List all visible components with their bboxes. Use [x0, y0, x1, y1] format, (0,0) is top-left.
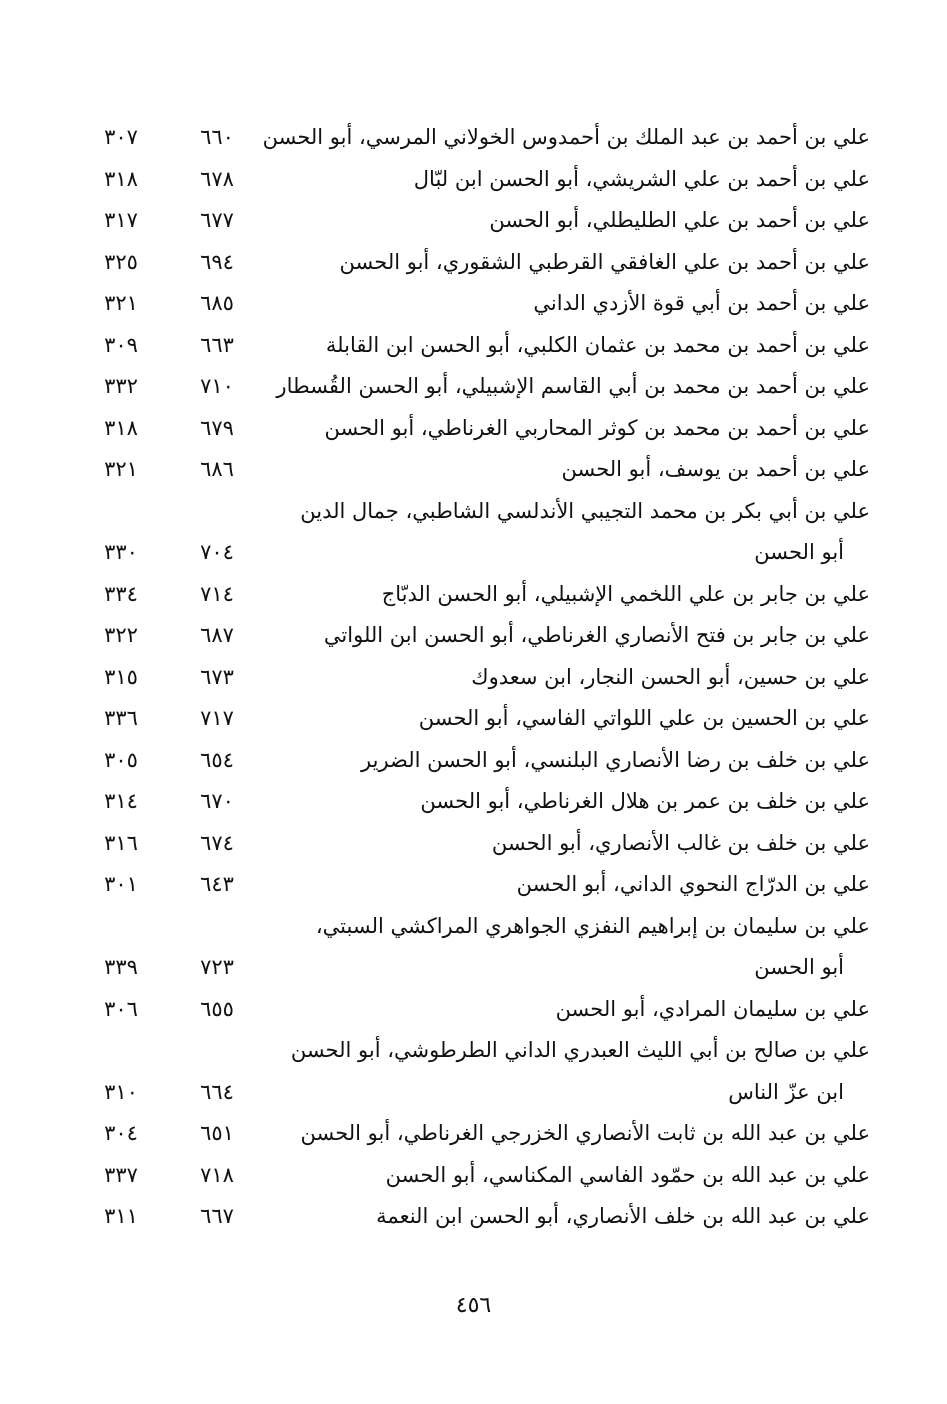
entry-name: [252, 1155, 870, 1197]
entry-page-number: ٣٣٠: [104, 540, 138, 564]
entry-name-text: علي بن أحمد بن يوسف، أبو الحسن: [561, 457, 870, 481]
index-entry: [90, 823, 870, 865]
index-entry: [90, 615, 870, 657]
entry-number: ٦٨٥: [200, 291, 234, 315]
entry-page-number: ٣٢٢: [104, 623, 138, 647]
entry-name-text: علي بن عبد الله بن حمّود الفاسي المكناسي، أبو الحسن: [385, 1162, 870, 1187]
index-entry: [90, 491, 870, 574]
entry-name-text: علي بن عبد الله بن ثابت الأنصاري الخزرجي الغرناطي، أبو الحسن: [300, 1121, 870, 1145]
entry-name: [252, 823, 870, 865]
entry-name-text: علي بن أحمد بن محمد بن عثمان الكلبي، أبو الحسن ابن القابلة: [325, 332, 870, 357]
entry-number: ٦٧٧: [200, 208, 234, 232]
entry-number: ٦٦٧: [200, 1204, 234, 1228]
index-entry: [90, 283, 870, 325]
entry-page-number: ٣١٦: [104, 830, 138, 855]
index-entry: [90, 906, 870, 989]
entry-name: [252, 1030, 870, 1113]
index-entry: [90, 864, 870, 906]
index-entry: [90, 1113, 870, 1155]
entry-number: ٦٦٠: [200, 125, 234, 149]
entry-name-text: علي بن عبد الله بن خلف الأنصاري، أبو الحسن ابن النعمة: [376, 1204, 870, 1228]
entry-name-text: علي بن الدرّاج النحوي الداني، أبو الحسن: [516, 872, 870, 896]
entry-number: ٦٤٣: [200, 872, 234, 896]
entry-name-text: علي بن أحمد بن علي الطليطلي، أبو الحسن: [489, 208, 870, 232]
entry-number: ٦٨٦: [200, 457, 234, 481]
index-entry: [90, 449, 870, 491]
entry-page-number: ٣٣٧: [104, 1162, 138, 1187]
entry-number: ٦٦٤: [200, 1079, 234, 1104]
entry-number: ٧١٨: [200, 1162, 234, 1187]
entry-number: ٦٧٤: [200, 830, 234, 855]
entry-number: ٧١٧: [200, 706, 234, 730]
entry-name: [252, 117, 870, 159]
entry-page-number: ٣١٠: [104, 1079, 138, 1104]
entry-name-text: علي بن أحمد بن أبي قوة الأزدي الداني: [533, 291, 870, 315]
entry-name: [252, 657, 870, 699]
entry-number: ٦٨٧: [200, 623, 234, 647]
index-entry: [90, 1030, 870, 1113]
entry-number: ٦٦٣: [200, 332, 234, 357]
entry-page-number: ٣٣٩: [104, 955, 138, 979]
entry-name: [252, 491, 870, 574]
entry-number: ٧٠٤: [200, 540, 234, 564]
entry-number: ٧١٤: [200, 581, 234, 606]
entry-name: [252, 449, 870, 491]
entry-name-text: علي بن جابر بن علي اللخمي الإشبيلي، أبو الحسن الدبّاج: [381, 581, 870, 606]
index-entry: [90, 1196, 870, 1238]
entry-name-continuation: ابن عزّ الناس: [728, 1079, 844, 1104]
entry-name-text: علي بن خلف بن غالب الأنصاري، أبو الحسن: [491, 830, 870, 855]
entry-number: ٦٥٤: [200, 747, 234, 772]
entry-name-text: علي بن حسين، أبو الحسن النجار، ابن سعدوك: [471, 664, 870, 689]
index-entry: [90, 366, 870, 408]
entry-page-number: ٣٠٤: [104, 1121, 138, 1145]
entry-name-text: علي بن أبي بكر بن محمد التجيبي الأندلسي الشاطبي، جمال الدين: [300, 498, 870, 523]
entry-page-number: ٣١١: [104, 1204, 138, 1228]
index-entry: [90, 200, 870, 242]
index-entry: [90, 781, 870, 823]
entry-name-text: علي بن أحمد بن علي الشريشي، أبو الحسن ابن لبّال: [413, 166, 870, 191]
entry-name-text: علي بن سليمان بن إبراهيم النفزي الجواهري المراكشي السبتي،: [315, 913, 870, 938]
entry-name: [252, 740, 870, 782]
entry-name-text: علي بن أحمد بن محمد بن كوثر المحاربي الغرناطي، أبو الحسن: [324, 415, 870, 440]
entry-page-number: ٣٠١: [104, 872, 138, 896]
entry-page-number: ٣١٥: [104, 664, 138, 689]
entry-page-number: ٣١٨: [104, 166, 138, 191]
entry-page-number: ٣١٤: [104, 789, 138, 813]
entry-number: ٧١٠: [200, 374, 234, 398]
entry-page-number: ٣٠٧: [104, 125, 138, 149]
index-entry: [90, 408, 870, 450]
index-entry: [90, 1155, 870, 1197]
entry-name: [252, 574, 870, 616]
page-number: ٤٥٦: [455, 1293, 492, 1318]
entry-page-number: ٣٢٥: [104, 249, 138, 274]
entry-name: [252, 159, 870, 201]
entry-number: ٧٢٣: [200, 955, 234, 979]
entry-page-number: ٣٢١: [104, 291, 138, 315]
entry-page-number: ٣٠٦: [104, 996, 138, 1021]
entry-name: [252, 698, 870, 740]
entry-number: ٦٩٤: [200, 249, 234, 274]
index-entry: [90, 117, 870, 159]
entry-name-text: علي بن سليمان المرادي، أبو الحسن: [555, 996, 870, 1021]
index-entry: [90, 989, 870, 1031]
entry-name-text: علي بن خلف بن رضا الأنصاري البلنسي، أبو الحسن الضرير: [361, 747, 870, 772]
entry-page-number: ٣٣٢: [104, 374, 138, 398]
entry-page-number: ٣١٧: [104, 208, 138, 232]
entry-number: ٦٧٠: [200, 789, 234, 813]
entry-name-continuation: أبو الحسن: [754, 955, 844, 979]
index-entry: [90, 740, 870, 782]
entry-number: ٦٥٥: [200, 996, 234, 1021]
entry-name: [252, 989, 870, 1031]
entry-name-text: علي بن جابر بن فتح الأنصاري الغرناطي، أبو الحسن ابن اللواتي: [323, 623, 870, 647]
entry-name-text: علي بن أحمد بن علي الغافقي القرطبي الشقوري، أبو الحسن: [339, 249, 870, 274]
entry-number: ٦٧٩: [200, 415, 234, 440]
entry-name: [252, 408, 870, 450]
index-entry: [90, 698, 870, 740]
entry-page-number: ٣١٨: [104, 415, 138, 440]
entry-name-text: علي بن أحمد بن محمد بن أبي القاسم الإشبيلي، أبو الحسن القُسطار: [276, 374, 870, 398]
entry-name-text: علي بن أحمد بن عبد الملك بن أحمدوس الخولاني المرسي، أبو الحسن: [262, 125, 870, 149]
entry-page-number: ٣٢١: [104, 457, 138, 481]
entry-name-text: علي بن صالح بن أبي الليث العبدري الداني الطرطوشي، أبو الحسن: [290, 1038, 870, 1062]
index-entry: [90, 159, 870, 201]
entry-number: ٦٧٣: [200, 664, 234, 689]
index-entry: [90, 242, 870, 284]
entry-number: ٦٧٨: [200, 166, 234, 191]
entry-name: [252, 242, 870, 284]
entry-name-text: علي بن خلف بن عمر بن هلال الغرناطي، أبو الحسن: [420, 789, 870, 813]
entry-name: [252, 283, 870, 325]
entry-name: [252, 1113, 870, 1155]
entry-name: [252, 781, 870, 823]
entry-name: [252, 906, 870, 989]
entry-page-number: ٣٣٤: [104, 581, 138, 606]
entry-page-number: ٣٠٥: [104, 747, 138, 772]
index-entry: [90, 574, 870, 616]
index-entry: [90, 325, 870, 367]
entry-page-number: ٣٠٩: [104, 332, 138, 357]
entry-name: [252, 200, 870, 242]
entry-page-number: ٣٣٦: [104, 706, 138, 730]
index-list: [90, 117, 870, 1238]
entry-name: [252, 615, 870, 657]
index-entry: [90, 657, 870, 699]
entry-name: [252, 325, 870, 367]
entry-number: ٦٥١: [200, 1121, 234, 1145]
entry-name: [252, 366, 870, 408]
entry-name-continuation: أبو الحسن: [754, 540, 844, 564]
entry-name: [252, 864, 870, 906]
entry-name: [252, 1196, 870, 1238]
entry-name-text: علي بن الحسين بن علي اللواتي الفاسي، أبو الحسن: [418, 706, 870, 730]
